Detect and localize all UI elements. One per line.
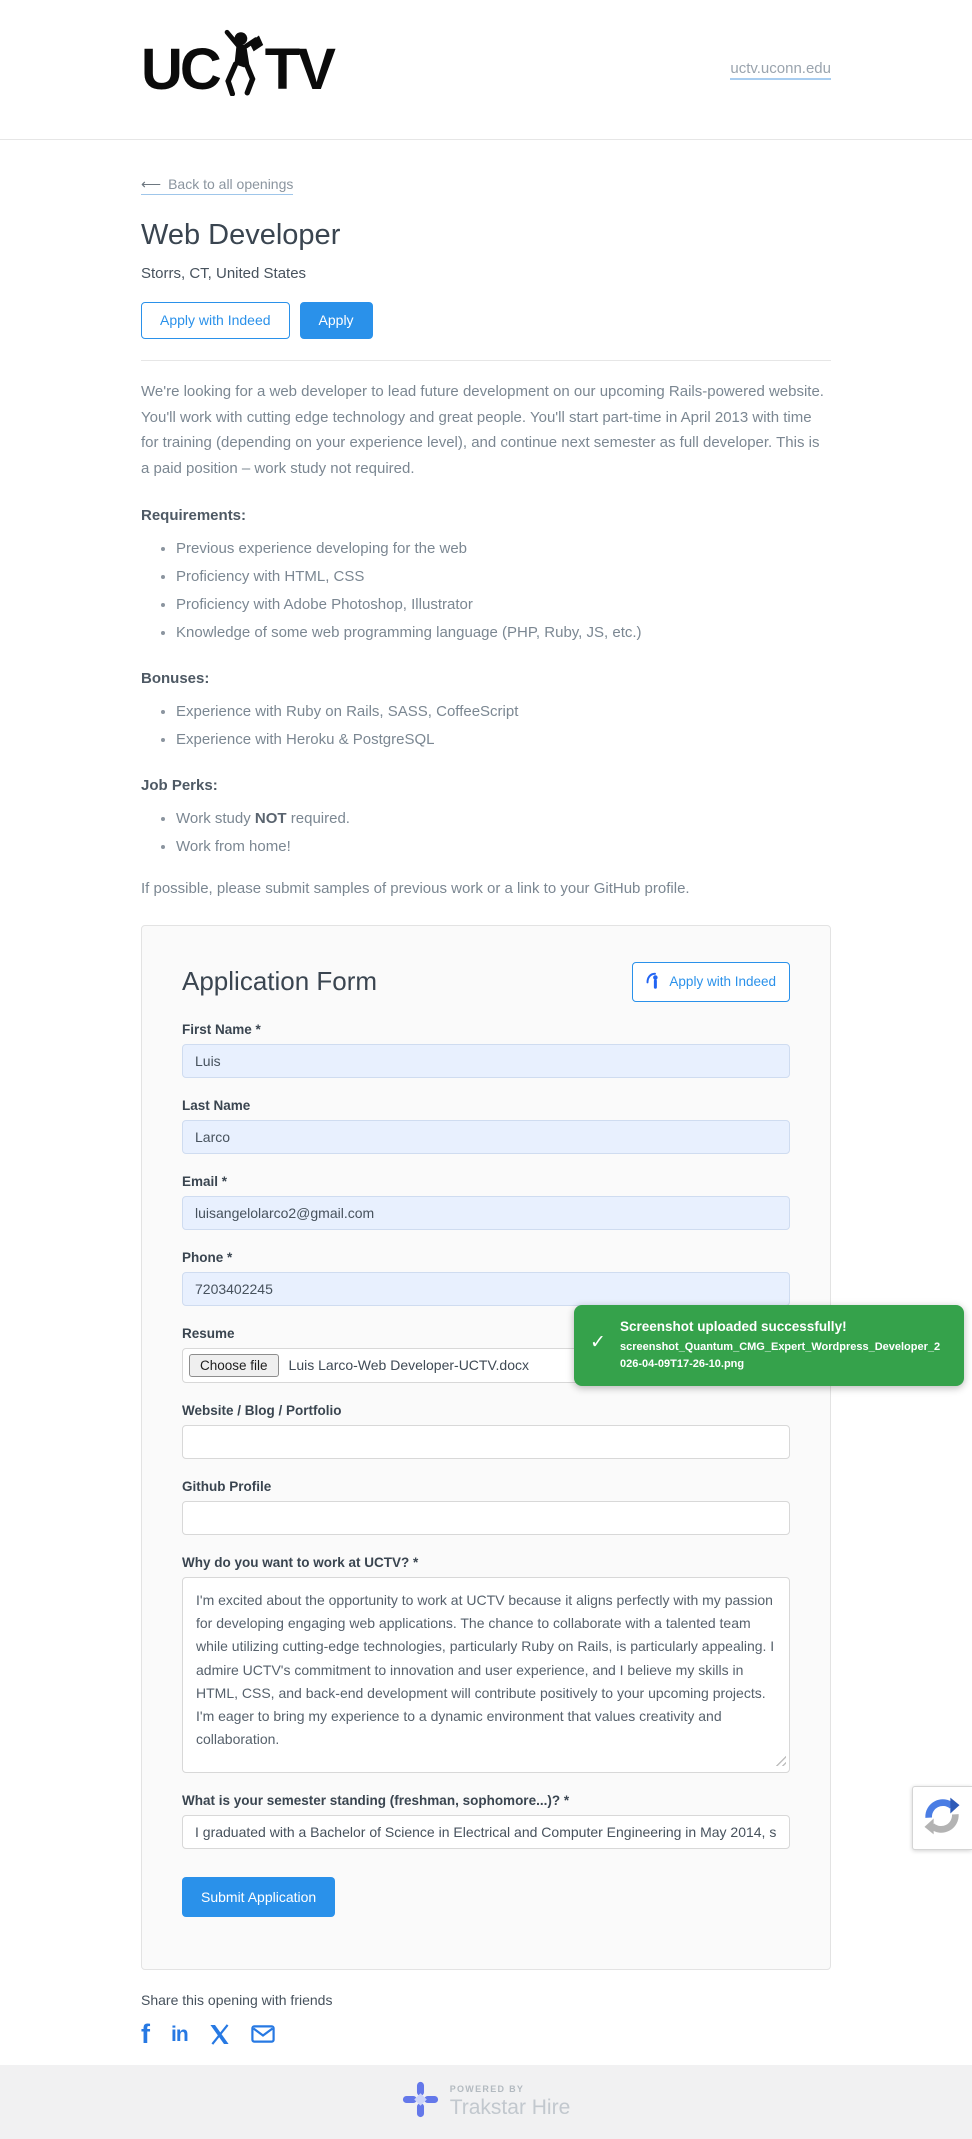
- recaptcha-badge[interactable]: [912, 1786, 972, 1850]
- site-url-link[interactable]: uctv.uconn.edu: [730, 60, 831, 80]
- closing-note: If possible, please submit samples of previous work or a link to your GitHub profile.: [141, 879, 690, 897]
- linkedin-icon[interactable]: in: [171, 2022, 188, 2046]
- submit-application-button[interactable]: Submit Application: [182, 1877, 335, 1917]
- main-content: [141, 140, 831, 2048]
- upload-success-toast: [574, 1305, 964, 1386]
- list-item: • Previous experience developing for the web: [176, 537, 831, 561]
- why-uctv-textarea[interactable]: [182, 1577, 790, 1773]
- indeed-icon: [646, 971, 661, 993]
- phone-label: Phone *: [182, 1249, 233, 1265]
- share-section: [141, 1992, 831, 2048]
- apply-with-indeed-button[interactable]: Apply with Indeed: [141, 302, 290, 339]
- email-field[interactable]: [182, 1196, 790, 1230]
- phone-field[interactable]: [182, 1272, 790, 1306]
- perks-heading: Job Perks:: [141, 776, 218, 794]
- list-item: • Work from home!: [176, 835, 831, 859]
- page-footer: [0, 2065, 972, 2139]
- email-label: Email *: [182, 1173, 228, 1189]
- page-header: [0, 0, 972, 140]
- first-name-label: First Name *: [182, 1021, 261, 1037]
- left-arrow-icon: ⟵: [141, 176, 162, 192]
- trakstar-brand-link[interactable]: [402, 2081, 571, 2123]
- page-title: Web Developer: [141, 219, 341, 251]
- list-item: • Proficiency with HTML, CSS: [176, 565, 831, 589]
- list-item: • Experience with Ruby on Rails, SASS, CoffeeScript: [176, 700, 831, 724]
- dancing-person-icon: [219, 34, 265, 106]
- github-field[interactable]: [182, 1501, 790, 1535]
- requirements-list: [141, 537, 831, 645]
- requirements-heading: Requirements:: [141, 506, 247, 524]
- github-label: Github Profile: [182, 1478, 272, 1494]
- bonuses-list: [141, 700, 831, 752]
- list-item: • Experience with Heroku & PostgreSQL: [176, 728, 831, 752]
- semester-standing-label: What is your semester standing (freshman, sophomore...)? *: [182, 1792, 570, 1808]
- powered-by-label: POWERED BY: [449, 2083, 525, 2094]
- website-field[interactable]: [182, 1425, 790, 1459]
- why-uctv-label: Why do you want to work at UCTV? *: [182, 1554, 419, 1570]
- list-item: • Work study NOT required.: [176, 807, 831, 831]
- website-label: Website / Blog / Portfolio: [182, 1402, 342, 1418]
- resume-filename: Luis Larco-Web Developer-UCTV.docx: [288, 1357, 529, 1374]
- apply-actions: [141, 302, 831, 339]
- toast-filename: screenshot_Quantum_CMG_Expert_Wordpress_Developer_2026-04-09T17-26-10.png: [620, 1341, 941, 1371]
- first-name-field[interactable]: [182, 1044, 790, 1078]
- recaptcha-icon: [922, 1796, 962, 1841]
- bonuses-heading: Bonuses:: [141, 669, 210, 687]
- section-divider: [141, 360, 831, 361]
- email-icon[interactable]: [251, 2025, 275, 2043]
- semester-standing-field[interactable]: [182, 1815, 790, 1849]
- list-item: • Proficiency with Adobe Photoshop, Illustrator: [176, 593, 831, 617]
- list-item: • Knowledge of some web programming language (PHP, Ruby, JS, etc.): [176, 621, 831, 645]
- application-form-panel: [141, 925, 831, 1970]
- job-description: We're looking for a web developer to lead future development on our upcoming Rails-powered website. You'll work with cutting edge technology and great people. You'll start part-time in April 2013 with time for training (depending on your experience level), and continue next semester as full developer. This is a paid position – work study not required.: [141, 382, 824, 478]
- back-to-openings-link[interactable]: ⟵ Back to all openings: [141, 176, 293, 195]
- job-location: Storrs, CT, United States: [141, 265, 307, 282]
- choose-file-button[interactable]: Choose file: [189, 1354, 279, 1377]
- last-name-field[interactable]: [182, 1120, 790, 1154]
- check-icon: ✓: [590, 1332, 606, 1353]
- perks-list: [141, 807, 831, 859]
- form-apply-with-indeed-button[interactable]: Apply with Indeed: [632, 962, 790, 1002]
- form-title: Application Form: [182, 966, 378, 997]
- trakstar-logo-icon: [402, 2081, 439, 2123]
- resume-label: Resume: [182, 1325, 235, 1341]
- trakstar-brand-name: Trakstar Hire: [449, 2095, 571, 2119]
- uctv-logo: [141, 34, 333, 106]
- share-label: Share this opening with friends: [141, 1991, 333, 2008]
- last-name-label: Last Name: [182, 1097, 251, 1113]
- facebook-icon[interactable]: f: [141, 2018, 150, 2049]
- x-icon[interactable]: [209, 2024, 230, 2045]
- apply-button[interactable]: Apply: [300, 302, 373, 339]
- logo-text-uc: UC: [141, 36, 219, 102]
- logo-text-tv: TV: [264, 36, 333, 102]
- toast-title: Screenshot uploaded successfully!: [620, 1319, 847, 1334]
